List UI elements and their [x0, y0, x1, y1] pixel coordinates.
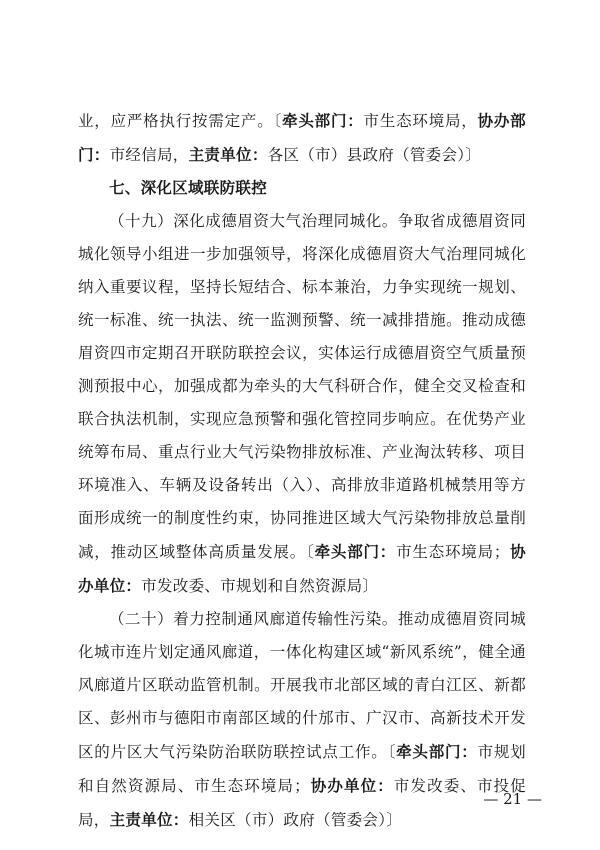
continuation-text: 业，应严格执行按需定产。〔 [78, 112, 283, 130]
co-unit-label: 协办单位： [78, 542, 526, 595]
document-body [78, 104, 526, 837]
resp-unit-label: 主责单位： [109, 810, 189, 829]
paragraph-20-text: （二十）着力控制通风廊道传输性污染。推动成德眉资同城化城市连片划定通风廊道，一体化构建区域“新风系统”，健全通风廊道片区联动监管机制。开展我市北部区域的青白江区、新都区、彭州市与德阳市南部区域的什邡市、广汉市、高新技术开发区的片区大气污染防治联防联控试点工作。〔 [78, 610, 526, 761]
lead-dept-label: 牵头部门： [396, 742, 478, 761]
lead-dept-label: 牵头部门： [282, 111, 364, 130]
co-unit-label: 协办单位： [309, 776, 394, 795]
paragraph-19-text: （十九）深化成德眉资大气治理同城化。争取省成德眉资同城化领导小组进一步加强领导，将深化成德眉资大气治理同城化纳入重要议程，坚持长短结合、标本兼治，力争实现统一规划、统一标准、统一执法、统一监测预警、统一减排措施。推动成德眉资四市定期召开联防联控会议，实体运行成德眉资空气质量预测预报中心，加强成都为牵头的大气科研合作，健全交叉检查和联合执法机制，实现应急预警和强化管控同步响应。在优势产业统筹布局、重点行业大气污染物排放标准、产业淘汰转移、项目环境准入、车辆及设备转出（入）、高排放非道路机械禁用等方面形成统一的制度性约束，协同推进区域大气污染物排放总量削减，推动区域整体高质量发展。〔 [78, 212, 526, 561]
lead-dept-value: 市规划和自然资源局、市生态环境局； [78, 743, 526, 795]
co-unit-value: 市发改委、市投促局， [78, 777, 526, 829]
section-heading: 七、深化区域联防联控 [109, 179, 268, 197]
resp-unit-value: 各区（市）县政府（管委会）〕 [267, 146, 482, 164]
co-unit-value: 市发改委、市规划和自然资源局〕 [141, 577, 379, 595]
co-dept-value: 市经信局， [109, 146, 189, 164]
lead-dept-value: 市生态环境局； [396, 543, 510, 561]
resp-unit-label: 主责单位： [188, 145, 268, 164]
paragraph-19 [78, 205, 526, 603]
lead-dept-label: 牵头部门： [314, 542, 397, 561]
page-number: — 21 — [483, 790, 542, 808]
continuation-paragraph [78, 104, 526, 172]
lead-dept-value: 市生态环境局， [363, 112, 478, 130]
co-dept-label: 协办部门： [78, 111, 526, 164]
resp-unit-value: 相关区（市）政府（管委会）〕 [188, 811, 403, 829]
